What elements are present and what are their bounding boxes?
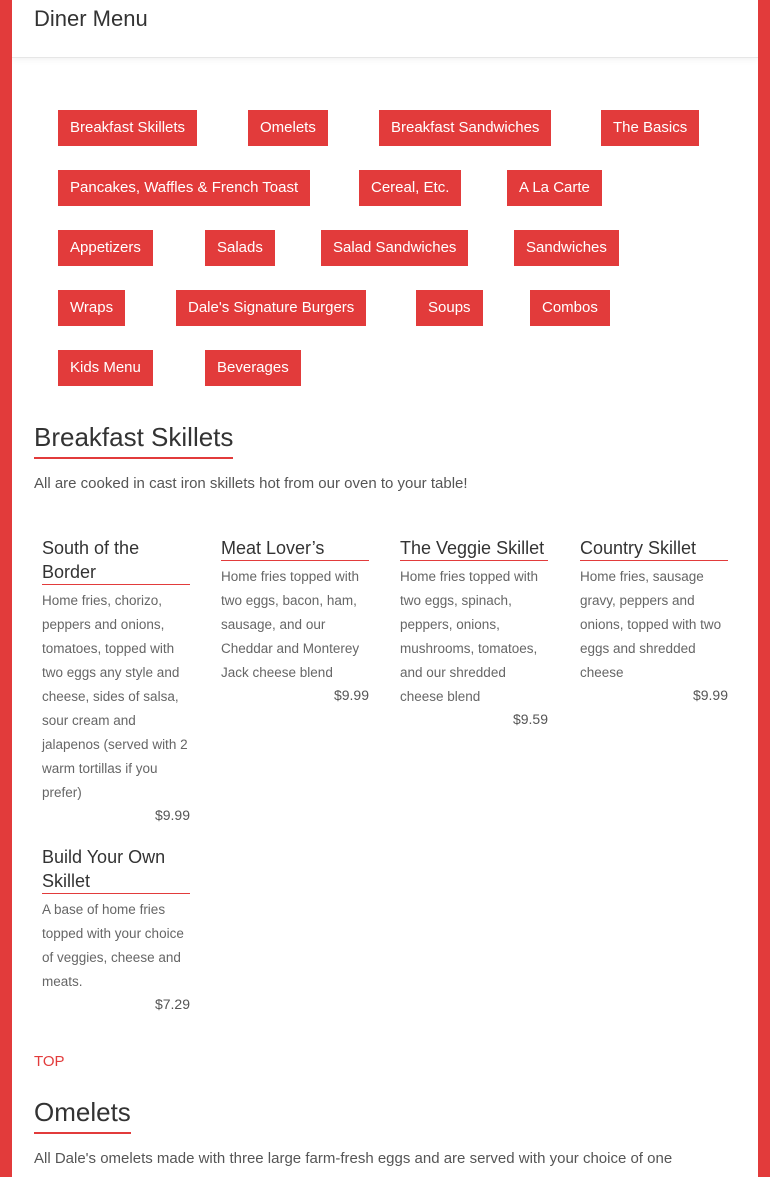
category-button-wraps[interactable]: Wraps (58, 290, 125, 326)
top-link[interactable]: TOP (34, 1053, 65, 1070)
menu-item-description: Home fries topped with two eggs, bacon, ham, sausage, and our Cheddar and Monterey Jack cheese blend (221, 569, 360, 680)
category-button-breakfast-skillets[interactable]: Breakfast Skillets (58, 110, 197, 146)
menu-item (42, 536, 190, 825)
menu-item-price: $9.99 (333, 687, 369, 703)
category-button-omelets[interactable]: Omelets (248, 110, 328, 146)
section-intro-breakfast-skillets: All are cooked in cast iron skillets hot from our oven to your table! (34, 475, 468, 492)
category-button-beverages[interactable]: Beverages (205, 350, 301, 386)
menu-item-name: South of the Border (42, 536, 190, 585)
category-button-salad-sandwiches[interactable]: Salad Sandwiches (321, 230, 468, 266)
category-button-soups[interactable]: Soups (416, 290, 483, 326)
category-button-the-basics[interactable]: The Basics (601, 110, 699, 146)
menu-item-description: Home fries, sausage gravy, peppers and onions, topped with two eggs and shredded cheese (580, 569, 722, 680)
menu-item-name: Meat Lover’s (221, 536, 369, 561)
menu-item-name: Country Skillet (580, 536, 728, 561)
site-title[interactable]: Diner Menu (34, 6, 148, 31)
page (12, 0, 758, 1177)
menu-item-description: A base of home fries topped with your choice of veggies, cheese and meats. (42, 902, 184, 989)
menu-item (221, 536, 369, 705)
section-intro-omelets: All Dale's omelets made with three large farm-fresh eggs and are served with your choice of one (34, 1150, 673, 1167)
category-button-breakfast-sandwiches[interactable]: Breakfast Sandwiches (379, 110, 551, 146)
menu-item-price: $9.59 (512, 711, 548, 727)
menu-item (42, 845, 190, 1014)
category-button-pancakes[interactable]: Pancakes, Waffles & French Toast (58, 170, 310, 206)
site-header (12, 0, 758, 58)
section-title-omelets: Omelets (34, 1097, 131, 1134)
category-button-a-la-carte[interactable]: A La Carte (507, 170, 602, 206)
menu-item-name: The Veggie Skillet (400, 536, 548, 561)
category-button-signature-burgers[interactable]: Dale's Signature Burgers (176, 290, 366, 326)
menu-item (580, 536, 728, 705)
category-button-combos[interactable]: Combos (530, 290, 610, 326)
category-button-sandwiches[interactable]: Sandwiches (514, 230, 619, 266)
category-button-cereal[interactable]: Cereal, Etc. (359, 170, 461, 206)
section-title-breakfast-skillets: Breakfast Skillets (34, 422, 233, 459)
menu-item-name: Build Your Own Skillet (42, 845, 190, 894)
menu-item-price: $9.99 (154, 807, 190, 823)
menu-item-description: Home fries topped with two eggs, spinach, peppers, onions, mushrooms, tomatoes, and our shredded cheese blend (400, 569, 539, 704)
menu-item-price: $7.29 (154, 996, 190, 1012)
category-button-appetizers[interactable]: Appetizers (58, 230, 153, 266)
menu-item-price: $9.99 (692, 687, 728, 703)
category-button-kids-menu[interactable]: Kids Menu (58, 350, 153, 386)
menu-item (400, 536, 548, 729)
category-button-salads[interactable]: Salads (205, 230, 275, 266)
menu-item-description: Home fries, chorizo, peppers and onions, tomatoes, topped with two eggs any style and cheese, sides of salsa, sour cream and jalapenos (served with 2 warm tortillas if you prefer) (42, 593, 188, 800)
